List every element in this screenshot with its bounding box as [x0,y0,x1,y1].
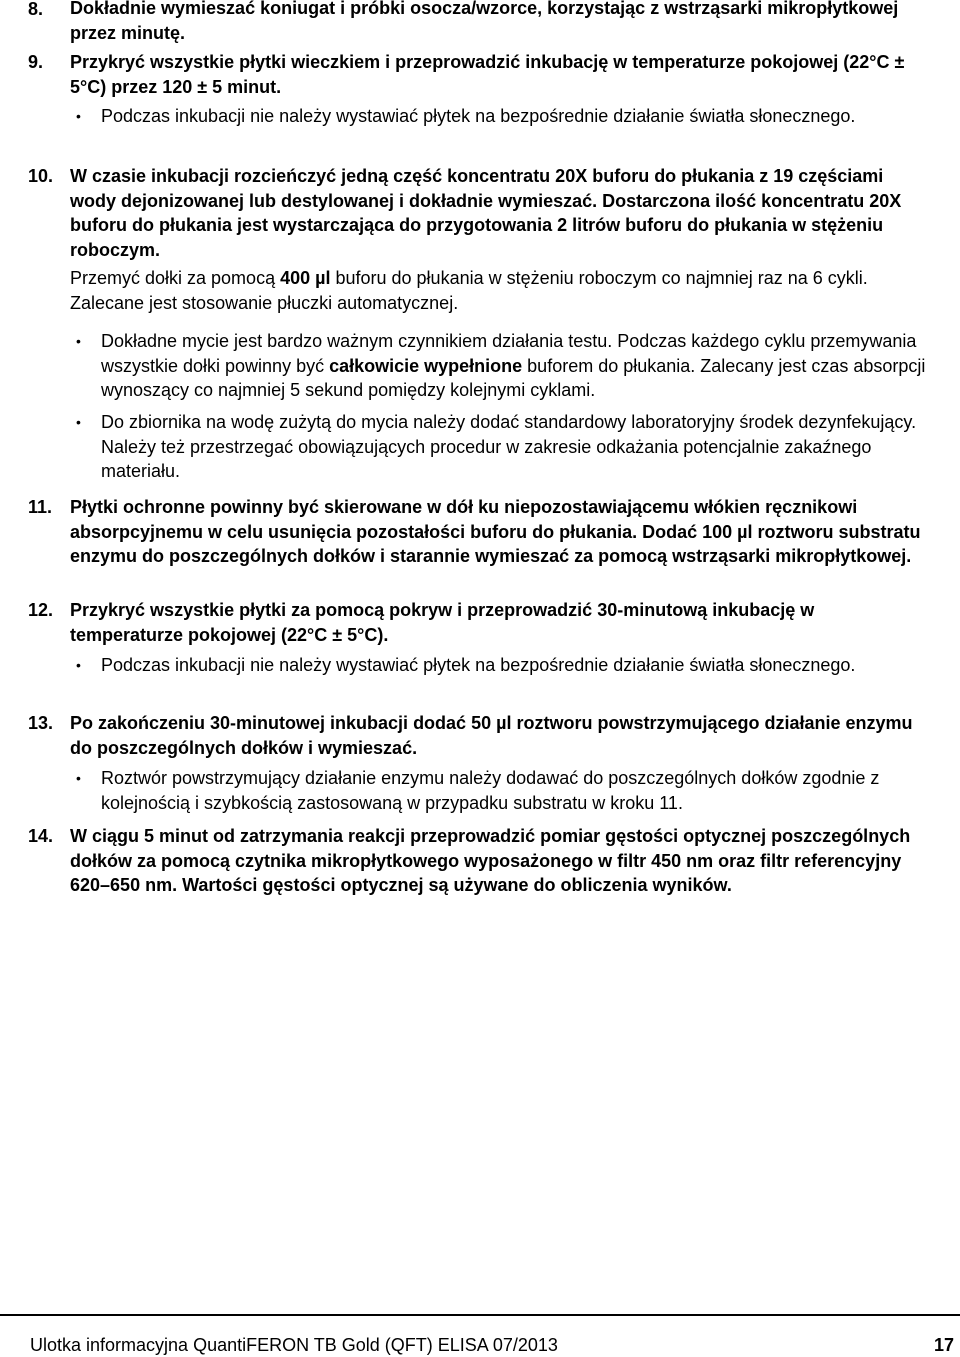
step-text: W ciągu 5 minut od zatrzymania reakcji przeprowadzić pomiar gęstości optycznej poszczególnych dołków za pomocą czytnika mikropłytkowego wyposażonego w filtr 450 nm oraz filtr referencyjny 620–650 nm. Wartości gęstości optycznej są używane do obliczenia wyników. [70,826,911,896]
step-number: 13. [28,713,54,733]
step-text: Przykryć wszystkie płytki za pomocą pokryw i przeprowadzić 30-minutową inkubację w temperaturze pokojowej (22°C ± 5°C). [70,600,815,645]
paragraph-text-end: buforu do płukania w stężeniu roboczym co najmniej raz na 6 cykli. Zalecane jest stosowanie płuczki automatycznej. [70,268,868,313]
step-text: Płytki ochronne powinny być skierowane w dół ku niepozostawiającemu włókien ręcznikowi absorpcyjnemu w celu usunięcia pozostałości buforu do płukania. Dodać 100 µl roztworu substratu enzymu do poszczególnych dołków i starannie wymieszać za pomocą wstrząsarki mikropłytkowej. [70,497,921,567]
bullet-icon: • [76,108,81,124]
footer-title: Ulotka informacyjna QuantiFERON TB Gold (QFT) ELISA 07/2013 [30,1335,558,1355]
step-text: Po zakończeniu 30-minutowej inkubacji dodać 50 µl roztworu powstrzymującego działanie enzymu do poszczególnych dołków i wymieszać. [70,713,913,758]
bullet-icon: • [76,657,81,673]
bullet-text [101,329,931,403]
bullet-text: Podczas inkubacji nie należy wystawiać płytek na bezpośrednie działanie światła słonecznego. [101,655,856,675]
step-number: 8. [28,0,44,19]
step-paragraph [70,266,930,315]
step-text: W czasie inkubacji rozcieńczyć jedną część koncentratu 20X buforu do płukania z 19 częściami wody dejonizowanej lub destylowanej i dokładnie wymieszać. Dostarczona ilość koncentratu 20X buforu do płukania jest wystarczająca do przygotowania 2 litrów buforu do płukania w stężeniu roboczym. [70,166,902,260]
page-number: 17 [933,1335,954,1355]
paragraph-text: Przemyć dołki za pomocą [70,268,281,288]
step-number: 10. [28,166,54,186]
step-number: 14. [28,826,54,846]
bullet-text: Podczas inkubacji nie należy wystawiać płytek na bezpośrednie działanie światła słonecznego. [101,106,856,126]
step-number: 12. [28,600,54,620]
bullet-text: Roztwór powstrzymujący działanie enzymu należy dodawać do poszczególnych dołków zgodnie z kolejnością i szybkością zastosowaną w przypadku substratu w kroku 11. [101,768,880,813]
bullet-icon: • [76,414,81,430]
bullet-text-end: buforem do płukania. Zalecany jest czas absorpcji wynoszący co najmniej 5 sekund pomiędzy kolejnymi cyklami. [101,355,926,401]
step-number: 11. [28,497,53,517]
footer-divider [0,1314,960,1316]
paragraph-volume: 400 µl [280,268,331,288]
bullet-text-emphasis: całkowicie wypełnione [329,355,523,376]
step-text: Dokładnie wymieszać koniugat i próbki osocza/wzorce, korzystając z wstrząsarki mikropłytkowej przez minutę. [70,0,899,43]
bullet-text: Do zbiornika na wodę zużytą do mycia należy dodać standardowy laboratoryjny środek dezynfekujący. Należy też przestrzegać obowiązujących procedur w zakresie odkażania potencjalnie zakaźnego materiału. [101,412,917,482]
bullet-text-start: Dokładne mycie jest bardzo ważnym czynnikiem działania testu. Podczas każdego cyklu przemywania wszystkie dołki powinny być [101,331,917,376]
bullet-icon: • [76,333,81,349]
bullet-icon: • [76,770,81,786]
step-text: Przykryć wszystkie płytki wieczkiem i przeprowadzić inkubację w temperaturze pokojowej (22°C ± 5°C) przez 120 ± 5 minut. [70,52,905,97]
step-number: 9. [28,52,44,72]
